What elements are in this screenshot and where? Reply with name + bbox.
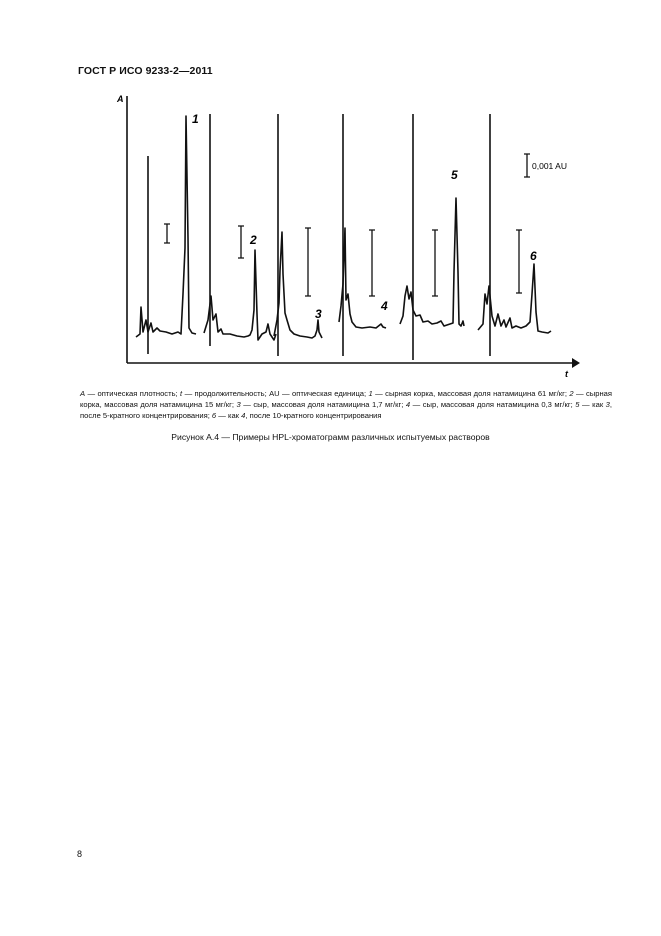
legend-symbol: 1 <box>368 389 373 398</box>
legend-symbol: t <box>180 389 183 398</box>
error-bar <box>164 224 170 243</box>
figure-legend <box>80 388 612 422</box>
error-bar <box>369 230 375 296</box>
x-axis-arrow <box>572 358 580 368</box>
x-axis-label: t <box>565 369 568 379</box>
trace-1 <box>136 116 196 337</box>
trace-5 <box>400 198 464 326</box>
legend-text: — продолжительность; AU — оптическая единица; <box>182 389 369 398</box>
scale-bar-label: 0,001 AU <box>532 161 567 171</box>
error-bar <box>238 226 244 258</box>
peak-label-6: 6 <box>530 249 537 263</box>
legend-text: — сыр, массовая доля натамицина 1,7 мг/кг; <box>240 400 406 410</box>
legend-symbol: A <box>80 389 86 398</box>
legend-symbol: 5 <box>575 400 580 410</box>
legend-symbol: 3 <box>605 400 610 410</box>
y-axis-label: A <box>117 94 124 104</box>
scale-bar <box>524 154 530 177</box>
chromatogram-figure <box>110 88 585 380</box>
trace-2 <box>204 250 276 340</box>
legend-text: , после 10-кратного концентрирования <box>245 411 382 421</box>
legend-symbol: 3 <box>236 400 241 410</box>
document-header: ГОСТ Р ИСО 9233-2—2011 <box>78 65 213 77</box>
error-bar <box>516 230 522 293</box>
chromatogram-svg <box>110 88 585 380</box>
legend-symbol: 4 <box>405 400 411 410</box>
legend-text: — сыр, массовая доля натамицина 0,3 мг/кг; <box>410 400 576 410</box>
trace-3 <box>274 232 322 338</box>
legend-text: — оптическая плотность; <box>85 389 181 398</box>
trace-6 <box>478 264 551 333</box>
peak-label-4: 4 <box>381 299 388 313</box>
legend-text: — сырная корка, массовая доля натамицина 61 мг/кг; <box>372 389 570 398</box>
figure-title: Рисунок А.4 — Примеры HPL-хроматограмм различных испытуемых растворов <box>171 432 490 442</box>
legend-text: — как <box>216 411 242 421</box>
peak-label-5: 5 <box>451 168 458 182</box>
peak-label-1: 1 <box>192 112 199 126</box>
error-bar <box>305 228 311 296</box>
legend-text: — как <box>579 400 606 410</box>
legend-symbol: 4 <box>241 411 246 421</box>
legend-symbol: 2 <box>569 389 574 398</box>
error-bar <box>432 230 438 296</box>
peak-label-2: 2 <box>250 233 257 247</box>
page-number: 8 <box>77 849 83 859</box>
legend-text: — сырная корка, массовая доля натамицина 15 мг/кг; <box>80 389 612 410</box>
legend-text: , после 5-кратного концентрирования; <box>80 400 613 421</box>
legend-symbol: 6 <box>211 411 217 421</box>
peak-label-3: 3 <box>315 307 322 321</box>
trace-4 <box>339 228 386 328</box>
